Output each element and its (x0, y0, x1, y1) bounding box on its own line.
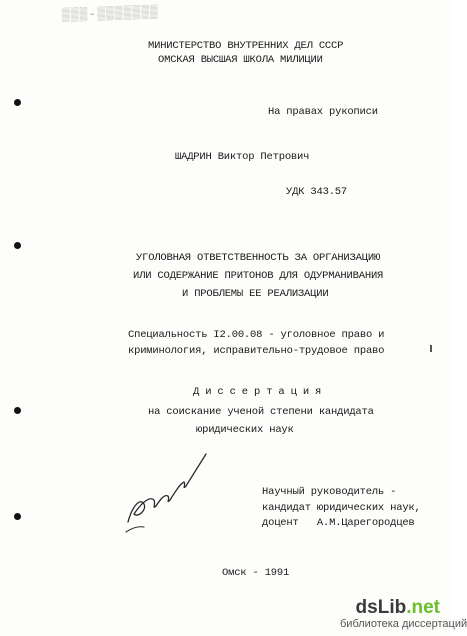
degree-field: юридических наук (196, 424, 294, 436)
supervisor-line-2: кандидат юридических наук, (262, 502, 421, 514)
punch-hole (14, 407, 21, 414)
author-name: ШАДРИН Виктор Петрович (175, 151, 310, 163)
city-year: Омск - 1991 (222, 567, 290, 579)
title-line-3: И ПРОБЛЕМЫ ЕЕ РЕАЛИЗАЦИИ (182, 288, 329, 300)
watermark-subtitle: библиотека диссертаций (340, 618, 467, 630)
school-line: ОМСКАЯ ВЫСШАЯ ШКОЛА МИЛИЦИИ (158, 54, 323, 66)
dissertation-heading: Д и с с е р т а ц и я (193, 386, 322, 398)
punch-hole (14, 513, 21, 520)
punch-hole (14, 242, 21, 249)
archive-stamp: ▒▒▒-▒▒▒▒▒▒▒ (61, 4, 160, 23)
manuscript-rights: На правах рукописи (268, 106, 378, 118)
supervisor-line-1: Научный руководитель - (262, 486, 397, 498)
degree-line: на соискание ученой степени кандидата (148, 406, 374, 418)
title-line-2: ИЛИ СОДЕРЖАНИЕ ПРИТОНОВ ДЛЯ ОДУРМАНИВАНИЯ (133, 270, 384, 282)
specialty-line-2: криминология, исправительно-трудовое право (128, 345, 385, 357)
specialty-line-1: Специальность I2.00.08 - уголовное право и (128, 329, 385, 341)
supervisor-line-3: доцент А.М.Царегородцев (262, 517, 415, 529)
watermark[interactable] (340, 597, 467, 630)
watermark-logo: dsLib.net (355, 597, 440, 618)
handwritten-signature (118, 452, 208, 537)
ministry-line: МИНИСТЕРСТВО ВНУТРЕННИХ ДЕЛ СССР (148, 40, 344, 52)
title-line-1: УГОЛОВНАЯ ОТВЕТСТВЕННОСТЬ ЗА ОРГАНИЗАЦИЮ (136, 252, 381, 264)
udk-code: УДК 343.57 (286, 186, 348, 198)
punch-hole (14, 99, 21, 106)
scan-mark (430, 345, 432, 352)
